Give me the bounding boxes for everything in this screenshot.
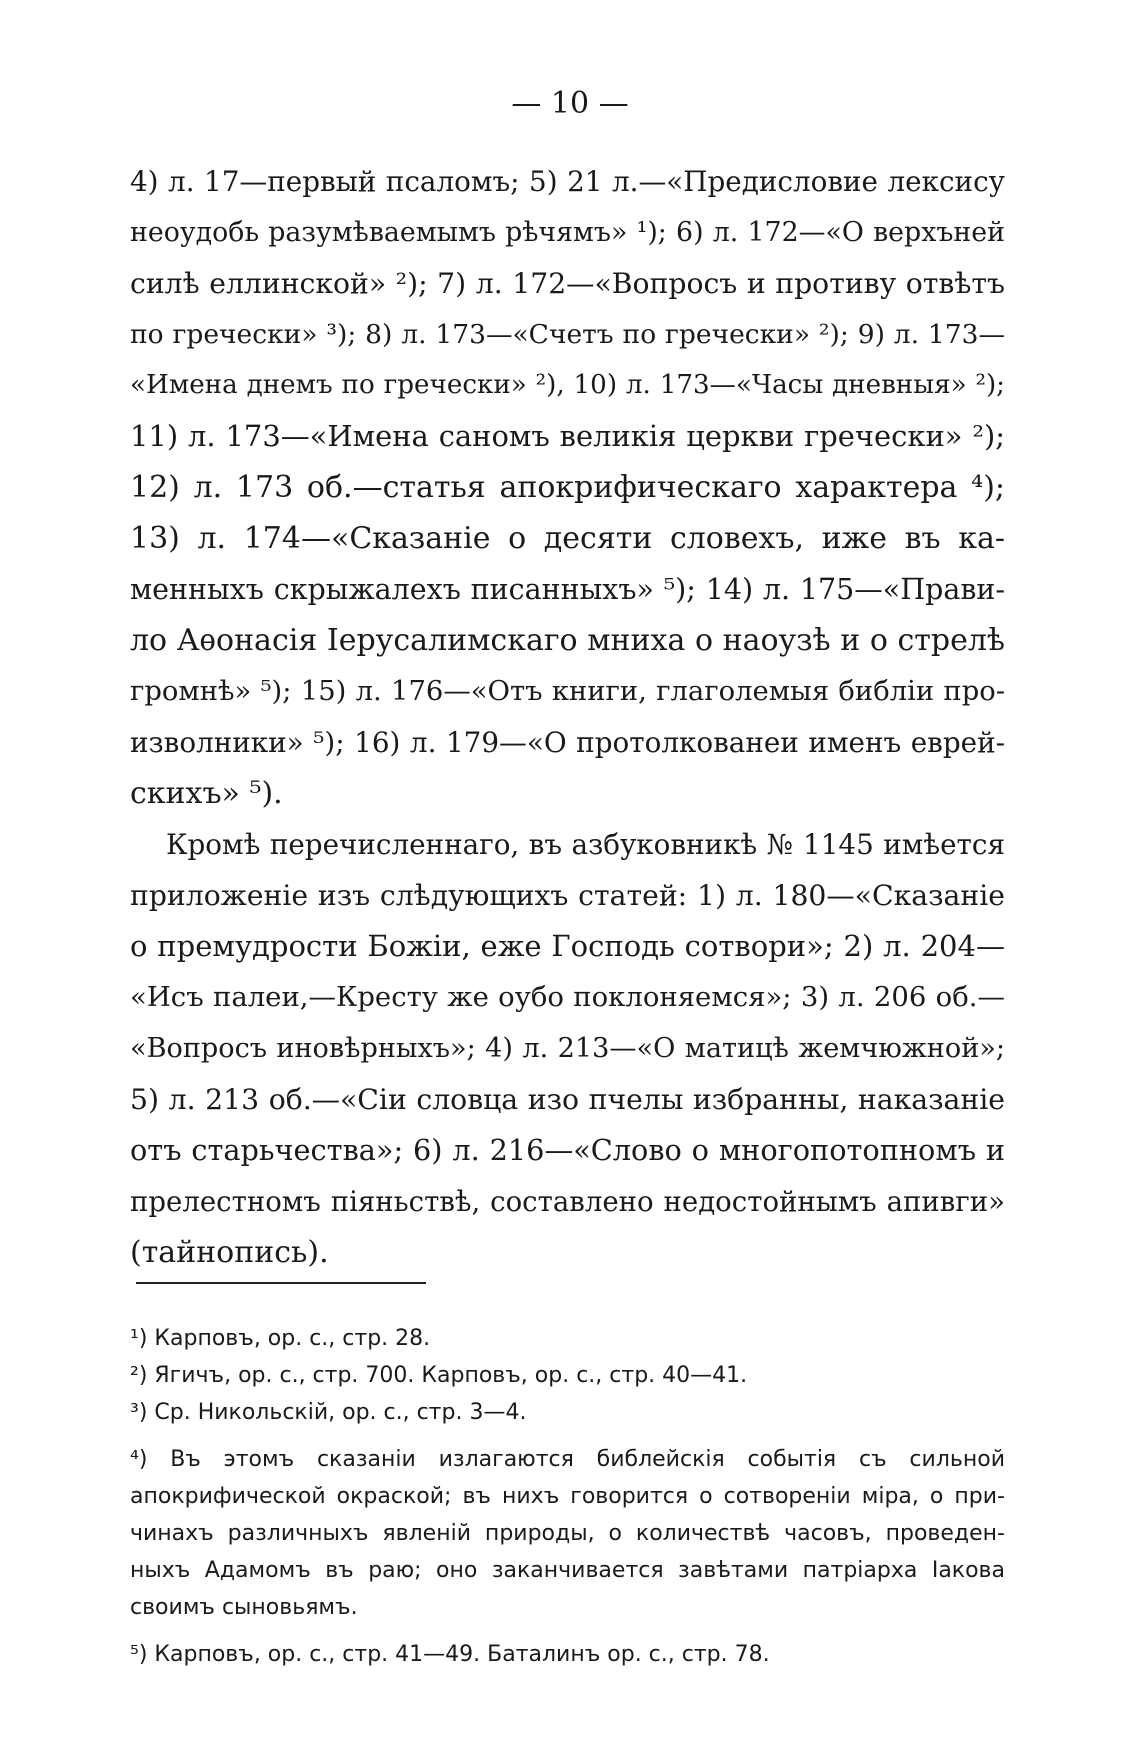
page-number: — 10 — <box>511 86 629 121</box>
footnote-4-line: ныхъ Адамомъ въ раю; оно заканчивается завѣтами патріарха Іакова <box>130 1558 1005 1583</box>
text-line: 13) л. 174—«Сказаніе о десяти словехъ, иже въ ка- <box>130 521 1005 556</box>
text-line: приложеніе изъ слѣдующихъ статей: 1) л. 180—«Сказаніе <box>130 879 1005 912</box>
text-line: «Имена днемъ по гречески» ²), 10) л. 173—«Часы дневныя» ²); <box>130 370 1005 400</box>
text-line: 12) л. 173 об.—статья апокрифическаго характера ⁴); <box>130 470 1005 505</box>
text-line: изволники» ⁵); 16) л. 179—«О протолкованеи именъ еврей- <box>130 726 1005 759</box>
footnote-2: ²) Ягичъ, ор. с., стр. 700. Карповъ, ор. с., стр. 40—41. <box>130 1363 748 1388</box>
text-line: отъ старьчества»; 6) л. 216—«Слово о многопотопномъ и <box>130 1133 1005 1167</box>
paragraph-first-line: Кромѣ перечисленнаго, въ азбуковникѣ № 1145 имѣется <box>166 828 1005 861</box>
footnote-4-line: апокрифической окраской; въ нихъ говорится о сотвореніи міра, о при- <box>130 1484 1005 1509</box>
footnote-4: ⁴) Въ этомъ сказаніи излагаются библейскія событія съ сильной <box>130 1447 1005 1472</box>
text-line: прелестномъ піяньствѣ, составлено недостойнымъ апивги» <box>130 1185 1005 1218</box>
text-line: (тайнопись). <box>130 1235 329 1270</box>
text-line: «Вопросъ иновѣрныхъ»; 4) л. 213—«О матицѣ жемчюжной»; <box>130 1033 1005 1064</box>
footnote-1: ¹) Карповъ, ор. с., стр. 28. <box>130 1326 431 1351</box>
text-line: силѣ еллинской» ²); 7) л. 172—«Вопросъ и противу отвѣтъ <box>130 267 1005 300</box>
text-line: ло Аѳонасія Іерусалимскаго мниха о наоузѣ и о стрелѣ <box>130 623 1005 658</box>
text-line: 5) л. 213 об.—«Сіи словца изо пчелы избранны, наказаніе <box>130 1083 1005 1116</box>
text-line: «Исъ палеи,—Кресту же оубо поклоняемся»; 3) л. 206 об.— <box>130 981 1005 1013</box>
text-line: громнѣ» ⁵); 15) л. 176—«Отъ книги, глаголемыя библіи про- <box>130 676 1005 707</box>
text-line: 11) л. 173—«Имена саномъ великія церкви гречески» ²); <box>130 419 1005 453</box>
text-line: неоудобь разумѣваемымъ рѣчямъ» ¹); 6) л. 172—«О верхъней <box>130 217 1005 248</box>
footnote-4-line: своимъ сыновьямъ. <box>130 1595 358 1620</box>
main-text <box>130 156 1005 1278</box>
footnote-3: ³) Ср. Никольскій, ор. с., стр. 3—4. <box>130 1400 527 1425</box>
text-line: менныхъ скрыжалехъ писанныхъ» ⁵); 14) л. 175—«Прави- <box>130 573 1005 606</box>
footnotes <box>130 1320 1005 1673</box>
text-line: 4) л. 17—первый псаломъ; 5) 21 л.—«Предисловие лексису <box>130 165 1005 198</box>
text-line: о премудрости Божіи, еже Господь сотвори»; 2) л. 204— <box>130 929 1005 963</box>
footnote-4-line: чинахъ различныхъ явленій природы, о количествѣ часовъ, проведен- <box>130 1521 1005 1546</box>
text-line: по гречески» ³); 8) л. 173—«Счетъ по гречески» ²); 9) л. 173— <box>130 319 1005 350</box>
footnote-divider <box>136 1282 426 1284</box>
footnote-5: ⁵) Карповъ, ор. с., стр. 41—49. Баталинъ ор. с., стр. 78. <box>130 1642 770 1667</box>
text-line: скихъ» ⁵). <box>130 776 283 811</box>
